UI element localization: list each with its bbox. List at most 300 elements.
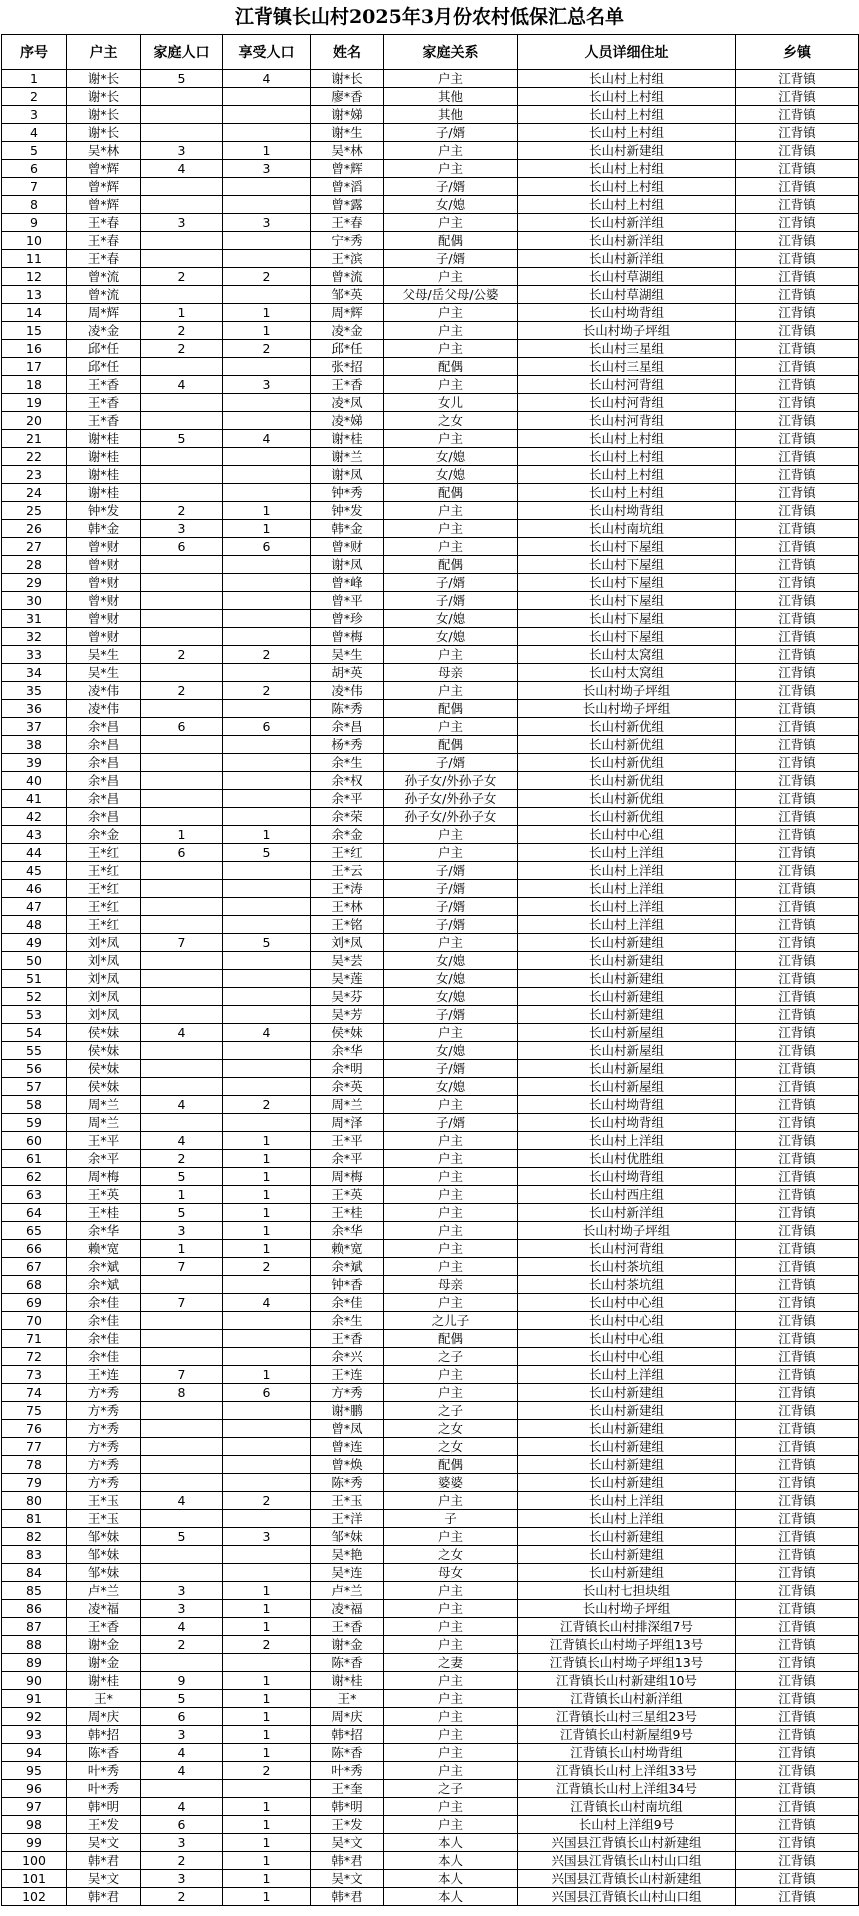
header-relation: 家庭关系 bbox=[384, 35, 518, 70]
cell-address: 长山村新优组 bbox=[518, 754, 736, 772]
cell-benefit-count: 2 bbox=[223, 1636, 311, 1654]
cell-address: 长山村新优组 bbox=[518, 772, 736, 790]
cell-household-head: 谢*金 bbox=[67, 1654, 141, 1672]
cell-benefit-count: 1 bbox=[223, 1798, 311, 1816]
cell-relation: 户主 bbox=[384, 826, 518, 844]
cell-index: 60 bbox=[2, 1132, 67, 1150]
cell-township: 江背镇 bbox=[736, 142, 859, 160]
cell-name: 吴*芳 bbox=[311, 1006, 384, 1024]
cell-name: 钟*发 bbox=[311, 502, 384, 520]
cell-name: 余*佳 bbox=[311, 1294, 384, 1312]
cell-family-size bbox=[141, 394, 223, 412]
cell-household-head: 方*秀 bbox=[67, 1384, 141, 1402]
cell-township: 江背镇 bbox=[736, 1636, 859, 1654]
cell-township: 江背镇 bbox=[736, 1582, 859, 1600]
cell-benefit-count: 1 bbox=[223, 304, 311, 322]
cell-relation: 女儿 bbox=[384, 394, 518, 412]
cell-household-head: 陈*香 bbox=[67, 1744, 141, 1762]
table-row bbox=[2, 268, 859, 286]
cell-index: 63 bbox=[2, 1186, 67, 1204]
cell-township: 江背镇 bbox=[736, 1834, 859, 1852]
cell-township: 江背镇 bbox=[736, 448, 859, 466]
cell-relation: 其他 bbox=[384, 106, 518, 124]
table-row bbox=[2, 70, 859, 88]
cell-township: 江背镇 bbox=[736, 196, 859, 214]
cell-name: 王*平 bbox=[311, 1132, 384, 1150]
table-row bbox=[2, 1798, 859, 1816]
cell-township: 江背镇 bbox=[736, 1600, 859, 1618]
table-row bbox=[2, 1582, 859, 1600]
cell-index: 37 bbox=[2, 718, 67, 736]
cell-name: 陈*秀 bbox=[311, 1474, 384, 1492]
cell-relation: 本人 bbox=[384, 1888, 518, 1906]
cell-name: 吴*文 bbox=[311, 1870, 384, 1888]
cell-family-size bbox=[141, 1420, 223, 1438]
cell-benefit-count bbox=[223, 1510, 311, 1528]
cell-address: 长山村新建组 bbox=[518, 1006, 736, 1024]
table-row bbox=[2, 1852, 859, 1870]
cell-benefit-count: 4 bbox=[223, 70, 311, 88]
cell-address: 长山村新建组 bbox=[518, 1474, 736, 1492]
cell-index: 25 bbox=[2, 502, 67, 520]
cell-household-head: 王*英 bbox=[67, 1186, 141, 1204]
cell-household-head: 方*秀 bbox=[67, 1456, 141, 1474]
cell-name: 王*铭 bbox=[311, 916, 384, 934]
cell-relation: 之女 bbox=[384, 1438, 518, 1456]
cell-relation: 户主 bbox=[384, 160, 518, 178]
cell-household-head: 曾*财 bbox=[67, 574, 141, 592]
cell-index: 10 bbox=[2, 232, 67, 250]
cell-relation: 户主 bbox=[384, 1798, 518, 1816]
cell-address: 兴国县江背镇长山村新建组 bbox=[518, 1834, 736, 1852]
cell-township: 江背镇 bbox=[736, 430, 859, 448]
cell-household-head: 凌*伟 bbox=[67, 682, 141, 700]
cell-relation: 子 bbox=[384, 1510, 518, 1528]
cell-relation: 户主 bbox=[384, 1096, 518, 1114]
cell-benefit-count: 1 bbox=[223, 142, 311, 160]
cell-family-size bbox=[141, 1042, 223, 1060]
cell-family-size: 4 bbox=[141, 160, 223, 178]
cell-benefit-count bbox=[223, 1474, 311, 1492]
cell-address: 长山村新屋组 bbox=[518, 1024, 736, 1042]
cell-family-size bbox=[141, 106, 223, 124]
cell-name: 王*香 bbox=[311, 1330, 384, 1348]
cell-address: 长山村茶坑组 bbox=[518, 1276, 736, 1294]
table-row bbox=[2, 898, 859, 916]
cell-benefit-count: 1 bbox=[223, 1204, 311, 1222]
cell-index: 88 bbox=[2, 1636, 67, 1654]
cell-township: 江背镇 bbox=[736, 268, 859, 286]
cell-benefit-count bbox=[223, 754, 311, 772]
cell-family-size: 4 bbox=[141, 1024, 223, 1042]
cell-address: 江背镇长山村三星组23号 bbox=[518, 1708, 736, 1726]
cell-benefit-count bbox=[223, 1060, 311, 1078]
cell-benefit-count bbox=[223, 1114, 311, 1132]
table-row bbox=[2, 394, 859, 412]
cell-family-size: 5 bbox=[141, 1168, 223, 1186]
cell-name: 赖*宽 bbox=[311, 1240, 384, 1258]
cell-township: 江背镇 bbox=[736, 1024, 859, 1042]
cell-index: 11 bbox=[2, 250, 67, 268]
cell-address: 长山村下屋组 bbox=[518, 610, 736, 628]
cell-address: 长山村坳背组 bbox=[518, 1114, 736, 1132]
cell-household-head: 邹*妹 bbox=[67, 1564, 141, 1582]
cell-name: 谢*娣 bbox=[311, 106, 384, 124]
cell-index: 74 bbox=[2, 1384, 67, 1402]
cell-township: 江背镇 bbox=[736, 322, 859, 340]
cell-family-size bbox=[141, 1456, 223, 1474]
cell-relation: 子/婿 bbox=[384, 916, 518, 934]
cell-relation: 之子 bbox=[384, 1348, 518, 1366]
cell-address: 长山村上村组 bbox=[518, 466, 736, 484]
cell-relation: 父母/岳父母/公婆 bbox=[384, 286, 518, 304]
cell-index: 26 bbox=[2, 520, 67, 538]
cell-name: 周*梅 bbox=[311, 1168, 384, 1186]
cell-relation: 户主 bbox=[384, 1690, 518, 1708]
cell-index: 102 bbox=[2, 1888, 67, 1906]
cell-relation: 户主 bbox=[384, 1708, 518, 1726]
cell-address: 长山村上村组 bbox=[518, 196, 736, 214]
cell-name: 邹*妹 bbox=[311, 1528, 384, 1546]
cell-relation: 户主 bbox=[384, 1816, 518, 1834]
cell-benefit-count: 2 bbox=[223, 682, 311, 700]
cell-family-size: 6 bbox=[141, 1816, 223, 1834]
table-row bbox=[2, 1078, 859, 1096]
cell-family-size bbox=[141, 700, 223, 718]
table-row bbox=[2, 790, 859, 808]
table-row bbox=[2, 520, 859, 538]
table-row bbox=[2, 178, 859, 196]
cell-index: 79 bbox=[2, 1474, 67, 1492]
cell-relation: 户主 bbox=[384, 844, 518, 862]
cell-relation: 户主 bbox=[384, 1618, 518, 1636]
table-row bbox=[2, 736, 859, 754]
cell-index: 45 bbox=[2, 862, 67, 880]
cell-household-head: 王*春 bbox=[67, 214, 141, 232]
cell-benefit-count: 2 bbox=[223, 1762, 311, 1780]
cell-household-head: 谢*长 bbox=[67, 88, 141, 106]
table-row bbox=[2, 1240, 859, 1258]
cell-benefit-count bbox=[223, 700, 311, 718]
cell-family-size: 2 bbox=[141, 1636, 223, 1654]
table-row bbox=[2, 1528, 859, 1546]
cell-family-size bbox=[141, 1510, 223, 1528]
cell-index: 55 bbox=[2, 1042, 67, 1060]
cell-township: 江背镇 bbox=[736, 394, 859, 412]
cell-relation: 户主 bbox=[384, 70, 518, 88]
cell-name: 王*林 bbox=[311, 898, 384, 916]
cell-name: 余*生 bbox=[311, 754, 384, 772]
cell-name: 凌*凤 bbox=[311, 394, 384, 412]
cell-name: 谢*金 bbox=[311, 1636, 384, 1654]
cell-index: 66 bbox=[2, 1240, 67, 1258]
cell-address: 长山村上村组 bbox=[518, 124, 736, 142]
cell-address: 长山村草湖组 bbox=[518, 268, 736, 286]
cell-township: 江背镇 bbox=[736, 1510, 859, 1528]
cell-family-size bbox=[141, 1060, 223, 1078]
cell-township: 江背镇 bbox=[736, 1672, 859, 1690]
table-row bbox=[2, 1834, 859, 1852]
table-row bbox=[2, 916, 859, 934]
cell-family-size: 8 bbox=[141, 1384, 223, 1402]
cell-relation: 子/婿 bbox=[384, 1006, 518, 1024]
cell-relation: 户主 bbox=[384, 1636, 518, 1654]
cell-index: 58 bbox=[2, 1096, 67, 1114]
cell-benefit-count bbox=[223, 736, 311, 754]
cell-family-size: 3 bbox=[141, 1222, 223, 1240]
cell-name: 陈*香 bbox=[311, 1744, 384, 1762]
cell-name: 吴*芸 bbox=[311, 952, 384, 970]
cell-household-head: 谢*金 bbox=[67, 1636, 141, 1654]
table-row bbox=[2, 754, 859, 772]
cell-household-head: 王*春 bbox=[67, 232, 141, 250]
cell-name: 吴*林 bbox=[311, 142, 384, 160]
table-row bbox=[2, 1690, 859, 1708]
cell-address: 江背镇长山村南坑组 bbox=[518, 1798, 736, 1816]
table-row bbox=[2, 1114, 859, 1132]
cell-household-head: 邹*妹 bbox=[67, 1528, 141, 1546]
cell-family-size bbox=[141, 574, 223, 592]
cell-household-head: 王* bbox=[67, 1690, 141, 1708]
cell-name: 余*生 bbox=[311, 1312, 384, 1330]
table-row bbox=[2, 322, 859, 340]
cell-name: 余*平 bbox=[311, 1150, 384, 1168]
cell-index: 82 bbox=[2, 1528, 67, 1546]
cell-name: 余*金 bbox=[311, 826, 384, 844]
cell-family-size bbox=[141, 754, 223, 772]
cell-household-head: 谢*桂 bbox=[67, 466, 141, 484]
cell-name: 刘*凤 bbox=[311, 934, 384, 952]
cell-family-size: 6 bbox=[141, 718, 223, 736]
cell-township: 江背镇 bbox=[736, 70, 859, 88]
cell-relation: 户主 bbox=[384, 1726, 518, 1744]
cell-household-head: 侯*妹 bbox=[67, 1078, 141, 1096]
cell-address: 长山村坳子坪组 bbox=[518, 322, 736, 340]
cell-benefit-count: 3 bbox=[223, 1528, 311, 1546]
cell-index: 2 bbox=[2, 88, 67, 106]
cell-benefit-count: 1 bbox=[223, 502, 311, 520]
cell-name: 王*奎 bbox=[311, 1780, 384, 1798]
cell-family-size bbox=[141, 1006, 223, 1024]
cell-relation: 户主 bbox=[384, 718, 518, 736]
cell-household-head: 方*秀 bbox=[67, 1438, 141, 1456]
cell-address: 长山村下屋组 bbox=[518, 574, 736, 592]
header-benefit-count: 享受人口 bbox=[223, 35, 311, 70]
cell-address: 长山村下屋组 bbox=[518, 592, 736, 610]
cell-household-head: 邱*任 bbox=[67, 340, 141, 358]
cell-relation: 户主 bbox=[384, 520, 518, 538]
cell-township: 江背镇 bbox=[736, 1654, 859, 1672]
header-index: 序号 bbox=[2, 35, 67, 70]
cell-address: 长山村新建组 bbox=[518, 952, 736, 970]
cell-relation: 户主 bbox=[384, 322, 518, 340]
cell-family-size: 1 bbox=[141, 826, 223, 844]
cell-household-head: 王*红 bbox=[67, 916, 141, 934]
table-row bbox=[2, 286, 859, 304]
table-row bbox=[2, 1546, 859, 1564]
cell-township: 江背镇 bbox=[736, 1852, 859, 1870]
cell-relation: 之妻 bbox=[384, 1654, 518, 1672]
cell-township: 江背镇 bbox=[736, 826, 859, 844]
cell-township: 江背镇 bbox=[736, 1330, 859, 1348]
page-title: 江背镇长山村2025年3月份农村低保汇总名单 bbox=[234, 6, 625, 28]
table-row bbox=[2, 934, 859, 952]
cell-index: 70 bbox=[2, 1312, 67, 1330]
table-row bbox=[2, 1024, 859, 1042]
cell-benefit-count: 2 bbox=[223, 1096, 311, 1114]
cell-benefit-count bbox=[223, 664, 311, 682]
cell-township: 江背镇 bbox=[736, 1474, 859, 1492]
cell-index: 24 bbox=[2, 484, 67, 502]
cell-township: 江背镇 bbox=[736, 628, 859, 646]
cell-household-head: 方*秀 bbox=[67, 1402, 141, 1420]
cell-township: 江背镇 bbox=[736, 1744, 859, 1762]
cell-relation: 户主 bbox=[384, 934, 518, 952]
cell-benefit-count: 6 bbox=[223, 538, 311, 556]
cell-index: 20 bbox=[2, 412, 67, 430]
table-row bbox=[2, 1204, 859, 1222]
cell-relation: 户主 bbox=[384, 340, 518, 358]
cell-benefit-count bbox=[223, 988, 311, 1006]
table-row bbox=[2, 1618, 859, 1636]
cell-township: 江背镇 bbox=[736, 466, 859, 484]
cell-township: 江背镇 bbox=[736, 124, 859, 142]
cell-family-size: 9 bbox=[141, 1672, 223, 1690]
cell-township: 江背镇 bbox=[736, 646, 859, 664]
table-row bbox=[2, 88, 859, 106]
cell-name: 吴*莲 bbox=[311, 970, 384, 988]
cell-relation: 户主 bbox=[384, 1222, 518, 1240]
cell-name: 余*英 bbox=[311, 1078, 384, 1096]
cell-address: 江背镇长山村上洋组34号 bbox=[518, 1780, 736, 1798]
cell-household-head: 王*香 bbox=[67, 376, 141, 394]
cell-relation: 户主 bbox=[384, 1744, 518, 1762]
cell-household-head: 余*斌 bbox=[67, 1258, 141, 1276]
cell-address: 长山村坳子坪组 bbox=[518, 700, 736, 718]
cell-relation: 户主 bbox=[384, 1294, 518, 1312]
cell-township: 江背镇 bbox=[736, 1546, 859, 1564]
cell-name: 吴*文 bbox=[311, 1834, 384, 1852]
cell-township: 江背镇 bbox=[736, 1168, 859, 1186]
cell-address: 长山村坳子坪组 bbox=[518, 682, 736, 700]
table-row bbox=[2, 880, 859, 898]
cell-address: 长山村新建组 bbox=[518, 1528, 736, 1546]
cell-address: 长山村七担块组 bbox=[518, 1582, 736, 1600]
cell-relation: 子/婿 bbox=[384, 124, 518, 142]
cell-index: 99 bbox=[2, 1834, 67, 1852]
table-row bbox=[2, 142, 859, 160]
cell-relation: 母女 bbox=[384, 1564, 518, 1582]
table-row bbox=[2, 304, 859, 322]
cell-relation: 户主 bbox=[384, 1600, 518, 1618]
cell-family-size bbox=[141, 772, 223, 790]
cell-township: 江背镇 bbox=[736, 898, 859, 916]
cell-township: 江背镇 bbox=[736, 574, 859, 592]
cell-relation: 配偶 bbox=[384, 556, 518, 574]
cell-township: 江背镇 bbox=[736, 502, 859, 520]
cell-relation: 女/媳 bbox=[384, 196, 518, 214]
cell-township: 江背镇 bbox=[736, 880, 859, 898]
cell-relation: 女/媳 bbox=[384, 988, 518, 1006]
cell-index: 89 bbox=[2, 1654, 67, 1672]
cell-household-head: 余*昌 bbox=[67, 736, 141, 754]
cell-relation: 之儿子 bbox=[384, 1312, 518, 1330]
cell-household-head: 周*庆 bbox=[67, 1708, 141, 1726]
cell-benefit-count bbox=[223, 1078, 311, 1096]
cell-relation: 子/婿 bbox=[384, 1060, 518, 1078]
table-row bbox=[2, 214, 859, 232]
cell-name: 王* bbox=[311, 1690, 384, 1708]
cell-name: 王*香 bbox=[311, 1618, 384, 1636]
cell-address: 长山村上村组 bbox=[518, 160, 736, 178]
cell-family-size bbox=[141, 664, 223, 682]
cell-family-size bbox=[141, 592, 223, 610]
cell-township: 江背镇 bbox=[736, 1708, 859, 1726]
cell-relation: 孙子女/外孙子女 bbox=[384, 790, 518, 808]
cell-relation: 子/婿 bbox=[384, 1114, 518, 1132]
cell-township: 江背镇 bbox=[736, 1870, 859, 1888]
cell-name: 王*涛 bbox=[311, 880, 384, 898]
cell-township: 江背镇 bbox=[736, 592, 859, 610]
cell-index: 68 bbox=[2, 1276, 67, 1294]
cell-name: 邹*英 bbox=[311, 286, 384, 304]
table-row bbox=[2, 1420, 859, 1438]
cell-township: 江背镇 bbox=[736, 520, 859, 538]
cell-relation: 户主 bbox=[384, 214, 518, 232]
cell-family-size bbox=[141, 610, 223, 628]
cell-relation: 其他 bbox=[384, 88, 518, 106]
table-row bbox=[2, 808, 859, 826]
cell-benefit-count bbox=[223, 466, 311, 484]
cell-benefit-count: 2 bbox=[223, 646, 311, 664]
cell-address: 长山村新建组 bbox=[518, 988, 736, 1006]
cell-family-size bbox=[141, 286, 223, 304]
table-row bbox=[2, 1438, 859, 1456]
table-row bbox=[2, 1780, 859, 1798]
cell-township: 江背镇 bbox=[736, 214, 859, 232]
cell-household-head: 方*秀 bbox=[67, 1420, 141, 1438]
cell-index: 15 bbox=[2, 322, 67, 340]
cell-township: 江背镇 bbox=[736, 1726, 859, 1744]
cell-index: 9 bbox=[2, 214, 67, 232]
cell-name: 凌*伟 bbox=[311, 682, 384, 700]
cell-address: 长山村茶坑组 bbox=[518, 1258, 736, 1276]
cell-name: 韩*招 bbox=[311, 1726, 384, 1744]
cell-name: 谢*桂 bbox=[311, 1672, 384, 1690]
cell-index: 29 bbox=[2, 574, 67, 592]
cell-benefit-count bbox=[223, 1438, 311, 1456]
cell-family-size bbox=[141, 736, 223, 754]
cell-index: 62 bbox=[2, 1168, 67, 1186]
cell-township: 江背镇 bbox=[736, 1312, 859, 1330]
cell-index: 33 bbox=[2, 646, 67, 664]
cell-index: 53 bbox=[2, 1006, 67, 1024]
cell-name: 曾*凤 bbox=[311, 1420, 384, 1438]
cell-family-size bbox=[141, 124, 223, 142]
cell-family-size: 1 bbox=[141, 1186, 223, 1204]
cell-name: 谢*凤 bbox=[311, 556, 384, 574]
cell-benefit-count: 3 bbox=[223, 214, 311, 232]
cell-address: 长山村新洋组 bbox=[518, 1204, 736, 1222]
cell-address: 长山村河背组 bbox=[518, 412, 736, 430]
cell-family-size: 1 bbox=[141, 1240, 223, 1258]
cell-benefit-count bbox=[223, 1348, 311, 1366]
cell-index: 56 bbox=[2, 1060, 67, 1078]
cell-index: 14 bbox=[2, 304, 67, 322]
cell-family-size: 3 bbox=[141, 1834, 223, 1852]
cell-family-size: 7 bbox=[141, 934, 223, 952]
table-row bbox=[2, 988, 859, 1006]
